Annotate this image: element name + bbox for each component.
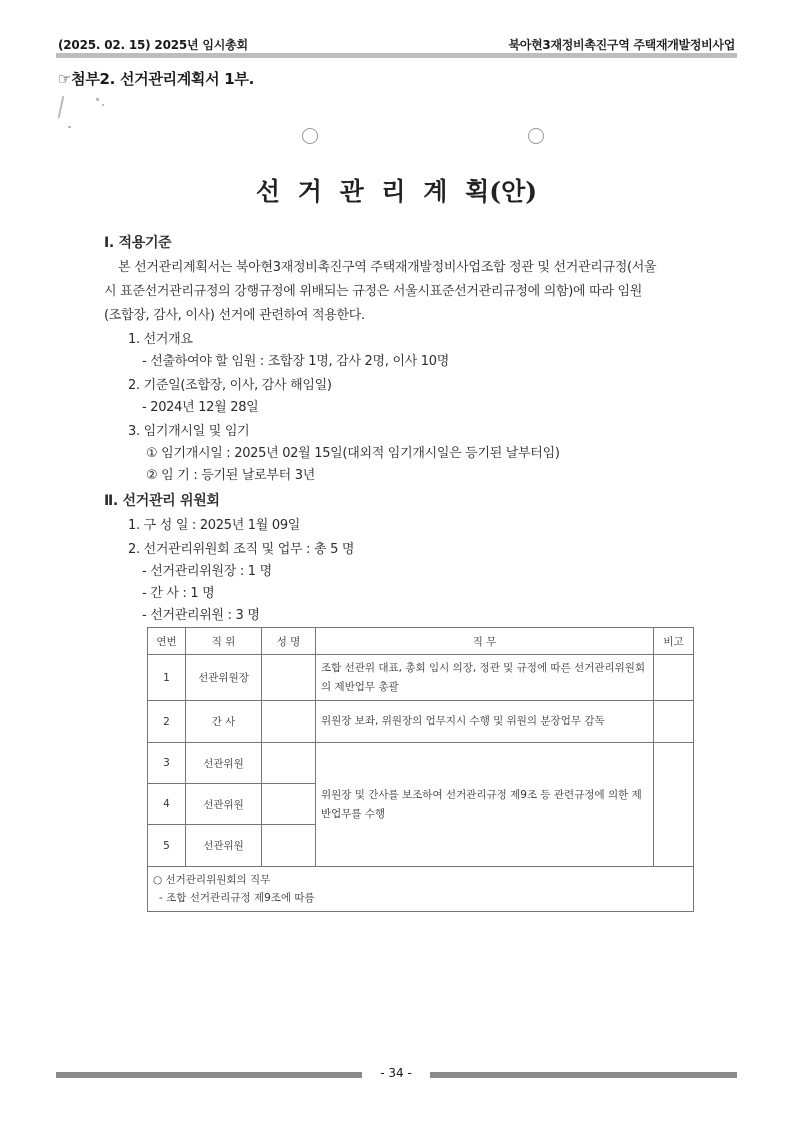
row-name [262, 784, 316, 825]
table-note-row [148, 867, 694, 912]
row-name [262, 825, 316, 867]
note-body: - 조합 선거관리규정 제9조에 따름 [159, 892, 315, 904]
election-overview-item: 1. 선거개요 [128, 332, 193, 347]
punch-hole-mark [528, 128, 544, 144]
table-row [148, 743, 694, 784]
header-divider [56, 53, 737, 58]
row-position: 선관위원 [186, 784, 262, 825]
table-header-row [148, 628, 694, 655]
table-row [148, 701, 694, 743]
row-number: 4 [148, 784, 186, 825]
row-duty: 위원장 보좌, 위원장의 업무지시 수행 및 위원의 분장업무 감독 [316, 701, 654, 743]
column-header-remarks: 비고 [654, 628, 694, 655]
section-1-para-line: 시 표준선거관리규정의 강행규정에 위배되는 규정은 서울시표준선거관리규정에 의함)에 따라 임원 [104, 284, 643, 299]
scan-speck [68, 126, 71, 128]
row-position: 선관위원 [186, 743, 262, 784]
section-1-heading: Ⅰ. 적용기준 [104, 235, 172, 251]
committee-secretary-count: - 간 사 : 1 명 [142, 586, 215, 601]
column-header-number: 연번 [148, 628, 186, 655]
row-position: 간 사 [186, 701, 262, 743]
row-number: 3 [148, 743, 186, 784]
row-remarks [654, 655, 694, 701]
term-length: ② 임 기 : 등기된 날로부터 3년 [146, 468, 315, 483]
footer-divider-right [430, 1072, 737, 1078]
reference-date-detail: - 2024년 12월 28일 [142, 400, 259, 415]
column-header-duty: 직 무 [316, 628, 654, 655]
reference-date-item: 2. 기준일(조합장, 이사, 감사 해임일) [128, 378, 332, 393]
row-position: 선관위원장 [186, 655, 262, 701]
row-number: 5 [148, 825, 186, 867]
column-header-position: 직 위 [186, 628, 262, 655]
page-number: - 34 - [380, 1066, 412, 1080]
document-title: 선 거 관 리 계 획(안) [255, 177, 538, 206]
row-remarks [654, 743, 694, 867]
scan-speck [96, 98, 99, 101]
row-number: 2 [148, 701, 186, 743]
row-duty: 조합 선관위 대표, 총회 임시 의장, 정관 및 규정에 따른 선거관리위원회의 제반업무 총괄 [316, 655, 654, 701]
column-header-name: 성 명 [262, 628, 316, 655]
table-note [148, 867, 694, 912]
row-name [262, 743, 316, 784]
row-name [262, 655, 316, 701]
section-2-heading: Ⅱ. 선거관리 위원회 [104, 493, 220, 509]
term-start-item: 3. 임기개시일 및 임기 [128, 424, 250, 439]
row-position: 선관위원 [186, 825, 262, 867]
table-row [148, 655, 694, 701]
committee-member-count: - 선거관리위원 : 3 명 [142, 608, 260, 623]
committee-chair-count: - 선거관리위원장 : 1 명 [142, 564, 272, 579]
shared-duty: 위원장 및 간사를 보조하여 선거관리규정 제9조 등 관련규정에 의한 제반업무를 수행 [316, 743, 654, 867]
header-meeting-date: (2025. 02. 15) 2025년 임시총회 [58, 38, 248, 52]
row-name [262, 701, 316, 743]
row-remarks [654, 701, 694, 743]
section-1-para-line: (조합장, 감사, 이사) 선거에 관련하여 적용한다. [104, 308, 365, 323]
header-project-name: 북아현3재정비촉진구역 주택재개발정비사업 [508, 38, 735, 52]
attachment-label: ☞첨부2. 선거관리계획서 1부. [58, 70, 254, 88]
committee-organization: 2. 선거관리위원회 조직 및 업무 : 총 5 명 [128, 542, 355, 557]
scan-speck [102, 104, 104, 106]
scan-speck [58, 96, 65, 118]
row-number: 1 [148, 655, 186, 701]
election-overview-detail: - 선출하여야 할 임원 : 조합장 1명, 감사 2명, 이사 10명 [142, 354, 449, 369]
footer-divider-left [56, 1072, 362, 1078]
punch-hole-mark [302, 128, 318, 144]
committee-table [147, 627, 694, 912]
section-1-para-line: 본 선거관리계획서는 북아현3재정비촉진구역 주택재개발정비사업조합 정관 및 선거관리규정(서울 [118, 260, 657, 275]
note-title: ○ 선거관리위원회의 직무 [153, 874, 271, 886]
formation-date: 1. 구 성 일 : 2025년 1월 09일 [128, 518, 301, 533]
term-start-date: ① 임기개시일 : 2025년 02월 15일(대외적 임기개시일은 등기된 날부터임) [146, 446, 560, 461]
